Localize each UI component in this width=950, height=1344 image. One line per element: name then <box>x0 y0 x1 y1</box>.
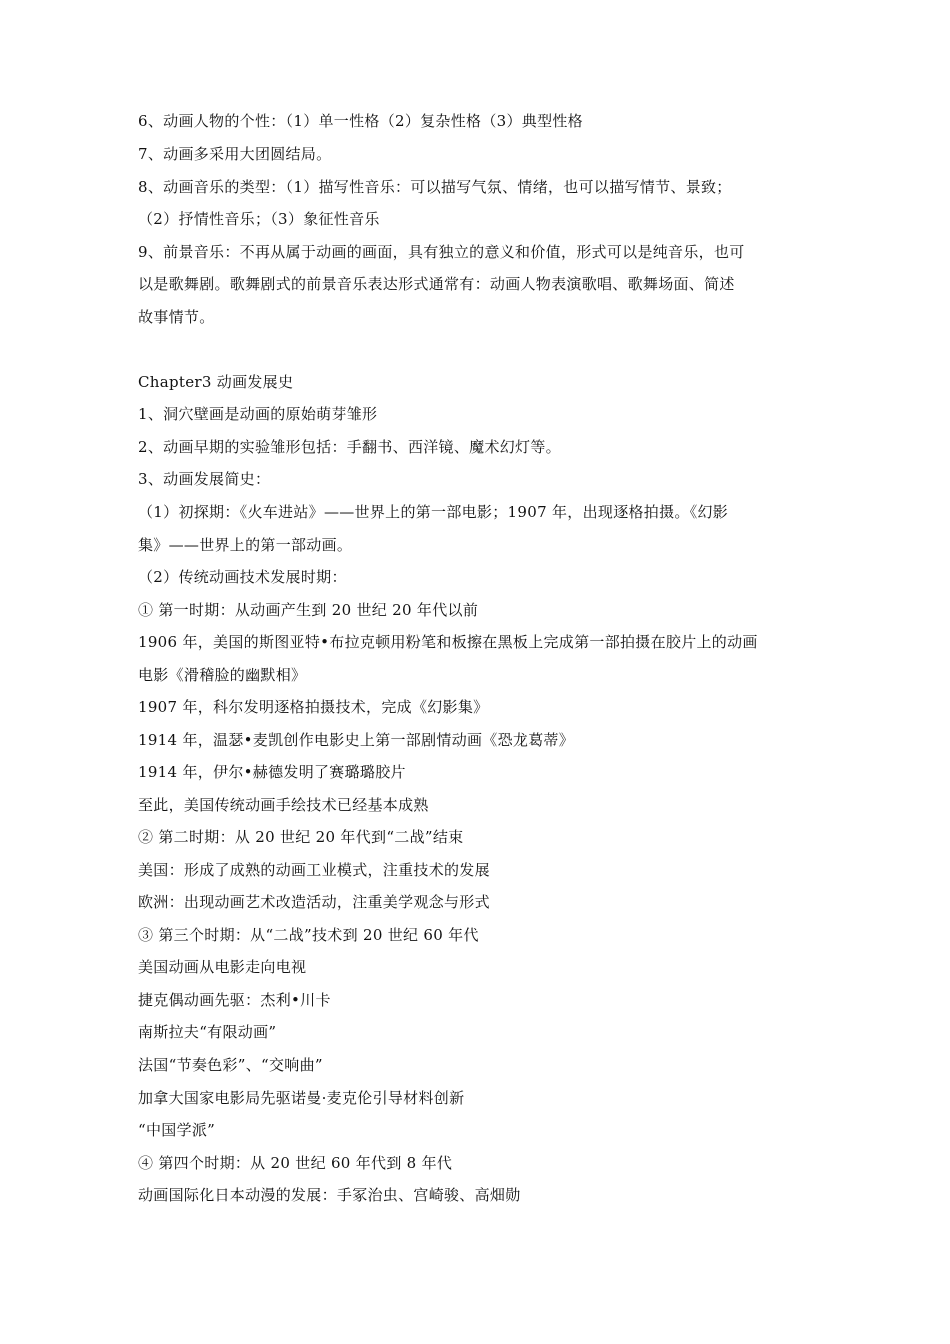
text-line: （2）抒情性音乐；（3）象征性音乐 <box>138 210 380 228</box>
text-line: 3、动画发展简史： <box>138 470 271 488</box>
text-line: 故事情节。 <box>138 308 215 326</box>
text-line: 电影《滑稽脸的幽默相》 <box>138 666 307 684</box>
text-line: 捷克偶动画先驱：杰利•川卡 <box>138 991 331 1009</box>
text-line: ② 第二时期：从 20 世纪 20 年代到“二战”结束 <box>138 828 464 846</box>
text-line: 以是歌舞剧。歌舞剧式的前景音乐表达形式通常有：动画人物表演歌唱、歌舞场面、简述 <box>138 275 735 293</box>
text-line: 1906 年，美国的斯图亚特•布拉克顿用粉笔和板擦在黑板上完成第一部拍摄在胶片上的动画 <box>138 633 758 651</box>
text-line: 9、前景音乐：不再从属于动画的画面，具有独立的意义和价值，形式可以是纯音乐，也可 <box>138 243 745 261</box>
text-line: 欧洲：出现动画艺术改造活动，注重美学观念与形式 <box>138 893 490 911</box>
text-line: 6、动画人物的个性：（1）单一性格（2）复杂性格（3）典型性格 <box>138 112 583 130</box>
chapter-heading: Chapter3 动画发展史 <box>138 373 294 391</box>
text-line: 南斯拉夫“有限动画” <box>138 1023 277 1041</box>
text-line: 加拿大国家电影局先驱诺曼·麦克伦引导材料创新 <box>138 1089 465 1107</box>
text-line: 集》——世界上的第一部动画。 <box>138 536 353 554</box>
text-line: 至此，美国传统动画手绘技术已经基本成熟 <box>138 796 429 814</box>
text-line: 1914 年，伊尔•赫德发明了赛璐璐胶片 <box>138 763 406 781</box>
text-line: 1907 年，科尔发明逐格拍摄技术，完成《幻影集》 <box>138 698 489 716</box>
text-line: 法国“节奏色彩”、“交响曲” <box>138 1056 323 1074</box>
text-line: ① 第一时期：从动画产生到 20 世纪 20 年代以前 <box>138 601 479 619</box>
text-line: （1）初探期：《火车进站》——世界上的第一部电影；1907 年，出现逐格拍摄。《幻影 <box>138 503 729 521</box>
text-line: 8、动画音乐的类型：（1）描写性音乐：可以描写气氛、情绪，也可以描写情节、景致； <box>138 178 732 196</box>
text-line: 动画国际化日本动漫的发展：手冢治虫、宫崎骏、高畑勋 <box>138 1186 521 1204</box>
text-line: 2、动画早期的实验雏形包括：手翻书、西洋镜、魔术幻灯等。 <box>138 438 561 456</box>
text-line: 美国动画从电影走向电视 <box>138 958 307 976</box>
text-line: 美国：形成了成熟的动画工业模式，注重技术的发展 <box>138 861 490 879</box>
text-line: ③ 第三个时期：从“二战”技术到 20 世纪 60 年代 <box>138 926 479 944</box>
text-line: （2）传统动画技术发展时期： <box>138 568 347 586</box>
text-line: “中国学派” <box>138 1121 216 1139</box>
text-line: ④ 第四个时期：从 20 世纪 60 年代到 8 年代 <box>138 1154 453 1172</box>
text-line: 1914 年，温瑟•麦凯创作电影史上第一部剧情动画《恐龙葛蒂》 <box>138 731 575 749</box>
text-line: 7、动画多采用大团圆结局。 <box>138 145 332 163</box>
text-line: 1、洞穴壁画是动画的原始萌芽雏形 <box>138 405 378 423</box>
